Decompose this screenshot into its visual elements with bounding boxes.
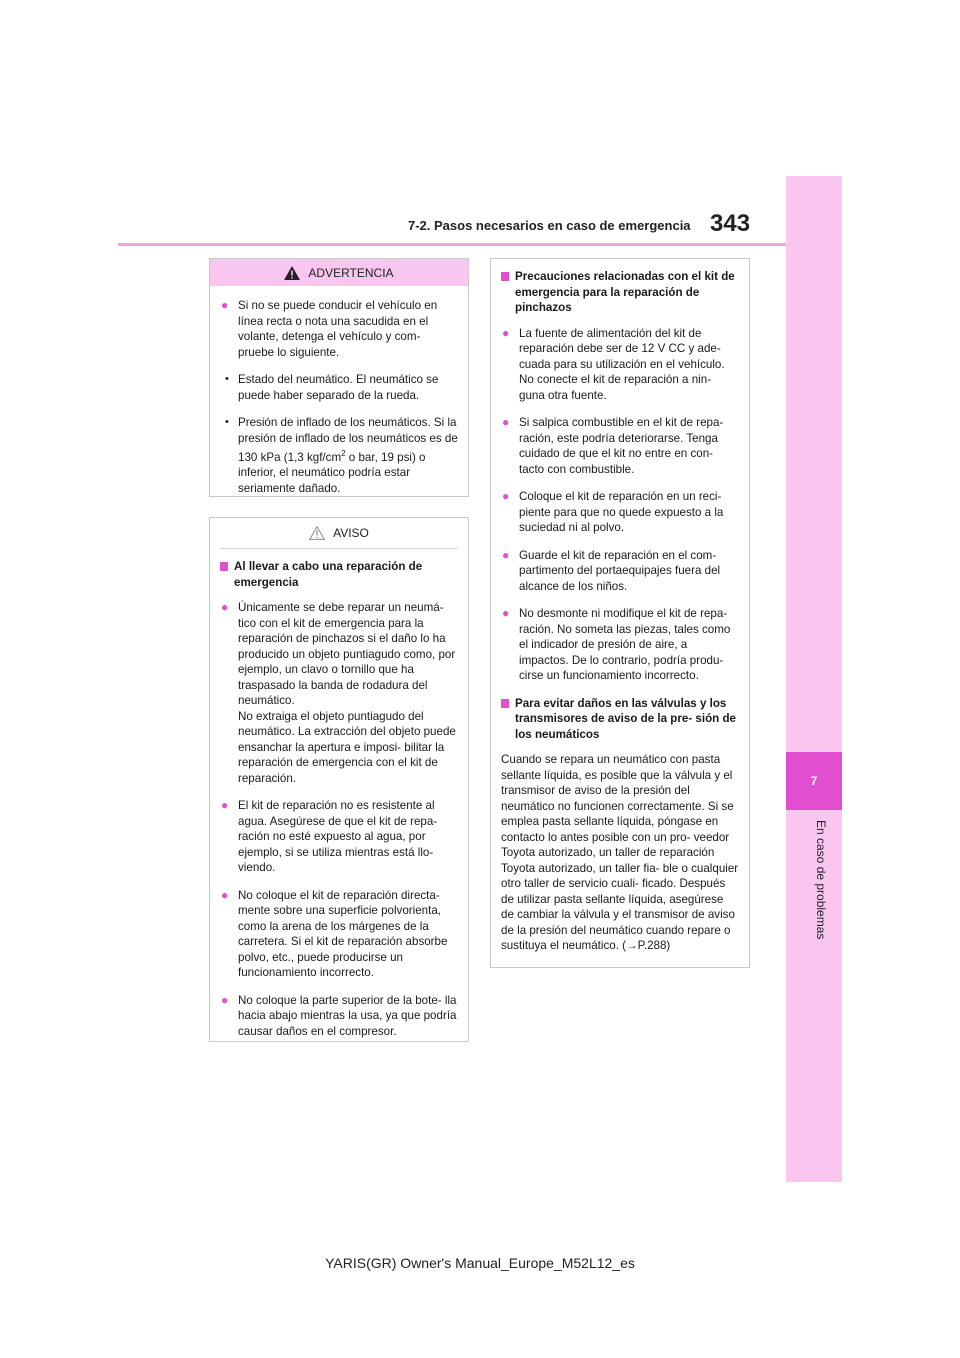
chapter-number: 7 xyxy=(786,752,842,810)
bullet-icon: • xyxy=(225,373,229,385)
paragraph: Cuando se repara un neumático con pasta sellante líquida, es posible que la válvula y el transmisor de aviso de la presión del neumático no funcionen correctamente. Si se emplea pasta sellante líquida, póngase en contacto lo antes posible con un pro- veedor Toyota autorizado, un taller de reparación Toyota autorizado, un taller fia- ble o cualquier otro taller de servicio cuali- ficado. Después de utilizar pasta sellante líquida, asegúrese de cambiar la válvula y el transmisor de aviso de la presión del neumático cuando repare o sustituya el neumático. (→P.288) xyxy=(501,753,739,952)
bullet-dot-icon: ● xyxy=(502,415,510,429)
square-bullet-icon xyxy=(501,272,509,281)
manual-footer: YARIS(GR) Owner's Manual_Europe_M52L12_es xyxy=(325,1255,635,1271)
list-item: ● No coloque la parte superior de la bote- lla hacia abajo mientras la usa, ya que podría causar daños en el compresor. xyxy=(221,992,457,1038)
list-item: ● Únicamente se debe reparar un neumá- tico con el kit de emergencia para la reparación de pinchazos si el daño lo ha producido un objeto puntiagudo como, por ejemplo, un clavo o tornillo que ha traspasado la banda de rodadura del neumático. No extraiga el objeto puntiagudo del neumático. La extracción del objeto puede ensanchar la apertura e imposi- bilitar la reparación de emergencia con el kit de reparación. xyxy=(221,600,456,785)
bullet-icon: • xyxy=(225,416,229,428)
bullet-dot-icon: ● xyxy=(502,547,510,562)
warning-triangle-icon xyxy=(284,266,300,280)
bullet-dot-icon: ● xyxy=(221,887,229,902)
list-item: ● Si salpica combustible en el kit de repa- ración, este podría deteriorarse. Tenga cuidado de que el kit no entre en con- tacto con combustible. xyxy=(502,415,724,476)
section-title: 7-2. Pasos necesarios en caso de emergencia xyxy=(408,218,691,233)
square-bullet-icon xyxy=(220,562,228,571)
section-heading: Al llevar a cabo una reparación de emergencia xyxy=(220,559,458,590)
square-bullet-icon xyxy=(501,699,509,708)
section-heading: Precauciones relacionadas con el kit de emergencia para la reparación de pinchazos xyxy=(501,269,739,316)
list-item: ● Guarde el kit de reparación en el com- partimento del portaequipajes fuera del alcance de los niños. xyxy=(502,547,721,593)
list-item: ● No desmonte ni modifique el kit de repa- ración. No someta las piezas, tales como el indicador de presión de aire, a impactos. De lo contrario, podría produ- cirse un funcionamiento incorrecto. xyxy=(502,606,731,682)
bullet-dot-icon: ● xyxy=(221,600,229,614)
bullet-dot-icon: ● xyxy=(502,606,510,620)
caution-header xyxy=(220,518,458,549)
header-divider xyxy=(118,243,786,246)
list-item: ● No coloque el kit de reparación directa- mente sobre una superficie polvorienta, como la arena de los márgenes de la carretera. Si el kit de reparación absorbe polvo, etc., puede producirse un funcionamiento incorrecto. xyxy=(221,887,448,979)
page-reference-link[interactable]: →P.288) xyxy=(626,939,671,952)
bullet-dot-icon: ● xyxy=(502,489,510,503)
warning-title: ADVERTENCIA xyxy=(308,265,394,280)
bullet-dot-icon: ● xyxy=(221,798,229,812)
caution-box xyxy=(209,517,469,1042)
list-item: ● Si no se puede conducir el vehículo en línea recta o nota una sacudida en el volante, detenga el vehículo y com- pruebe lo siguiente. xyxy=(221,298,438,359)
caution-continued-box xyxy=(490,258,750,968)
section-heading: Para evitar daños en las válvulas y los transmisores de aviso de la pre- sión de los neumáticos xyxy=(501,696,739,743)
list-item: • Presión de inflado de los neumáticos. Si la presión de inflado de los neumáticos es de 130 kPa (1,3 kgf/$cm^2$ o bar, 19 psi) o inferior, el neumático podría estar seriamente dañado. xyxy=(225,416,458,495)
chapter-side-tab xyxy=(786,176,842,1182)
page-number: 343 xyxy=(710,210,751,237)
list-item: ● El kit de reparación no es resistente al agua. Asegúrese de que el kit de repa- ración no esté expuesto al agua, por ejemplo, si se utiliza mientras está llo- viendo. xyxy=(221,798,438,874)
bullet-dot-icon: ● xyxy=(502,325,510,340)
warning-header xyxy=(210,259,468,286)
list-item: ● Coloque el kit de reparación en un reci- piente para que no quede expuesto a la suciedad ni al polvo. xyxy=(502,489,724,534)
bullet-dot-icon: ● xyxy=(221,992,229,1007)
bullet-dot-icon: ● xyxy=(221,298,229,312)
list-item: • Estado del neumático. El neumático se puede haber separado de la rueda. xyxy=(225,373,439,402)
chapter-title: En caso de problemas xyxy=(814,820,828,940)
warning-box xyxy=(209,258,469,497)
list-item: ● La fuente de alimentación del kit de reparación debe ser de 12 V CC y ade- cuada para su utilización en el vehículo. No conecte el kit de reparación a nin- guna otra fuente. xyxy=(502,325,725,402)
caution-triangle-icon xyxy=(309,526,325,540)
caution-title: AVISO xyxy=(333,526,369,540)
